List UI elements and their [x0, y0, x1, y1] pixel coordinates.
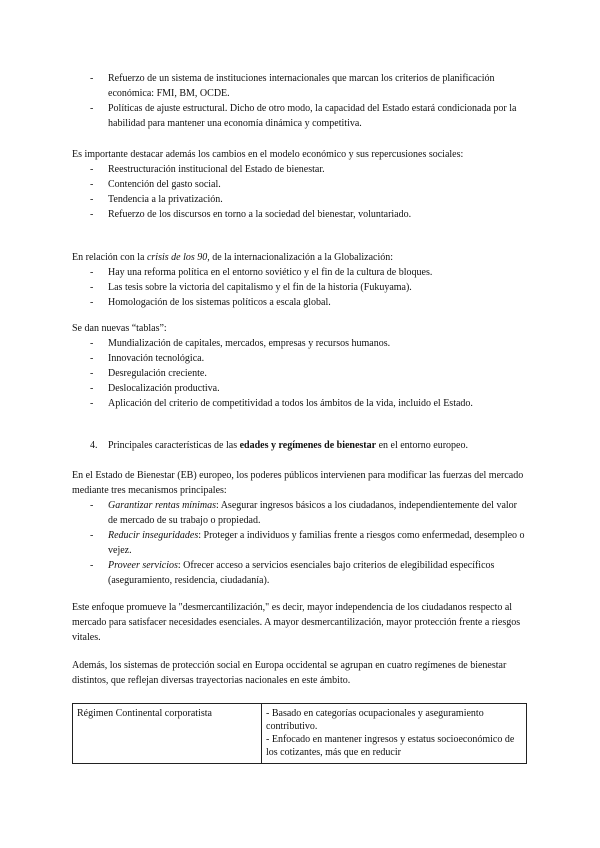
- list-item: - Tendencia a la privatización.: [90, 194, 223, 205]
- list-item: - Mundialización de capitales, mercados, empresas y recursos humanos.: [90, 338, 391, 349]
- list-item: - Aplicación del criterio de competitividad a todos los ámbitos de la vida, incluido el Estado.: [90, 398, 473, 409]
- list-item: - Desregulación creciente.: [90, 368, 207, 379]
- list-top: [72, 71, 527, 131]
- list-item: - Refuerzo de un sistema de instituciones internacionales que marcan los criterios de planificación económica: FMI, BM, OCDE.: [90, 73, 495, 99]
- para-sistemas: Además, los sistemas de protección social en Europa occidental se agrupan en cuatro regímenes de bienestar distintos, que reflejan diversas trayectorias nacionales en este ámbito.: [72, 660, 507, 686]
- list-item: - Innovación tecnológica.: [90, 353, 205, 364]
- list-cambios: [72, 162, 527, 222]
- para-enfoque: Este enfoque promueve la "desmercantilización," es decir, mayor independencia de los ciudadanos respecto al mercado para satisfacer necesidades esenciales. A mayor desmercantilización, mayor protección frente a riesgos vitales.: [72, 602, 521, 643]
- list-item: - Políticas de ajuste estructural. Dicho de otro modo, la capacidad del Estado estará condicionada por la habilidad para mantener una economía dinámica y competitiva.: [90, 103, 517, 129]
- table-cell-description: - Basado en categorías ocupacionales y aseguramiento contributivo. - Enfocado en mantener ingresos y estatus socioeconómico de los cotizantes, más que en reducir: [262, 704, 527, 764]
- list-item: - Reestructuración institucional del Estado de bienestar.: [90, 164, 325, 175]
- list-item: - Refuerzo de los discursos en torno a la sociedad del bienestar, voluntariado.: [90, 209, 412, 220]
- section-heading-4: 4. Principales características de las edades y regímenes de bienestar en el entorno europeo.: [90, 440, 468, 451]
- list-item: - Homologación de los sistemas políticos a escala global.: [90, 297, 331, 308]
- list-item: - Las tesis sobre la victoria del capitalismo y el fin de la historia (Fukuyama).: [90, 282, 412, 293]
- list-crisis: [72, 265, 527, 310]
- regimes-table: [72, 703, 527, 764]
- list-item: - Proveer servicios: Ofrecer acceso a servicios esenciales bajo criterios de elegibilidad específicos (aseguramiento, residencia, ciudadanía).: [90, 560, 495, 586]
- list-item: - Hay una reforma política en el entorno soviético y el fin de la cultura de bloques.: [90, 267, 433, 278]
- table-row: [73, 704, 527, 764]
- para-tablas: Se dan nuevas “tablas”:: [72, 323, 167, 334]
- table-cell-regime: Régimen Continental corporatista: [73, 704, 262, 764]
- list-item: - Garantizar rentas mínimas: Asegurar ingresos básicos a los ciudadanos, independientemente del valor de mercado de su trabajo o propiedad.: [90, 500, 518, 526]
- para-eb: En el Estado de Bienestar (EB) europeo, los poderes públicos intervienen para modificar las fuerzas del mercado mediante tres mecanismos principales:: [72, 470, 524, 496]
- list-item: - Reducir inseguridades: Proteger a individuos y familias frente a riesgos como enfermedad, desempleo o vejez.: [90, 530, 525, 556]
- list-mecanismos: [72, 498, 527, 588]
- list-item: - Deslocalización productiva.: [90, 383, 220, 394]
- list-item: - Contención del gasto social.: [90, 179, 221, 190]
- para-cambios: Es importante destacar además los cambios en el modelo económico y sus repercusiones sociales:: [72, 149, 464, 160]
- list-tablas: [72, 336, 527, 411]
- para-crisis: En relación con la crisis de los 90, de la internacionalización a la Globalización:: [72, 252, 393, 263]
